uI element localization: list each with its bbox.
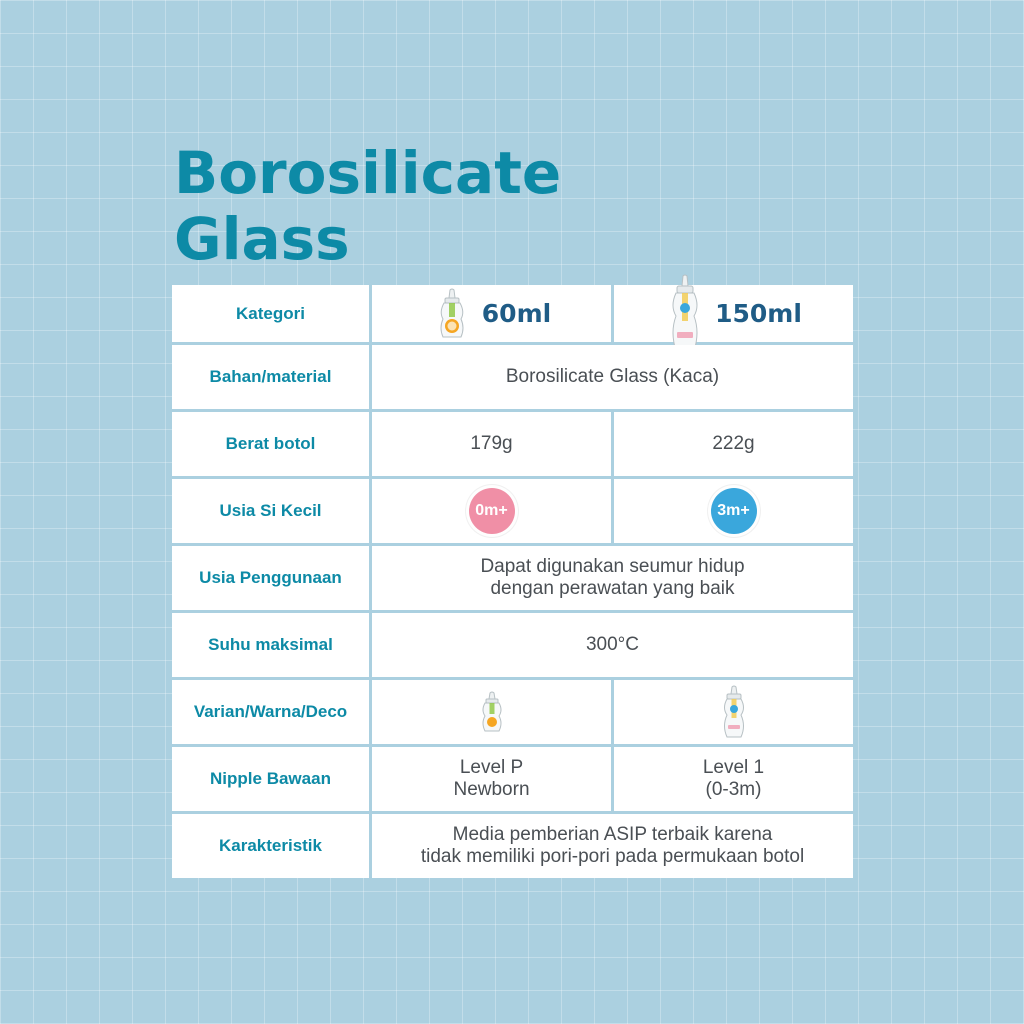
row-label-variant: Varian/Warna/Deco: [172, 680, 369, 744]
bottle-150ml-icon: [665, 274, 705, 354]
temp-value: 300°C: [372, 613, 853, 677]
age-150ml-cell: [614, 479, 853, 543]
size-60ml-label: 60ml: [481, 298, 552, 328]
page-title: [174, 140, 734, 272]
nipple-150ml: [614, 747, 853, 811]
nipple-60ml-line-1: Level P: [459, 757, 524, 778]
header-category-label: Kategori: [172, 285, 369, 342]
weight-60ml: 179g: [372, 412, 611, 476]
age-badge-0m: 0m+: [469, 488, 515, 534]
row-label-age: Usia Si Kecil: [172, 479, 369, 543]
row-label-character: Karakteristik: [172, 814, 369, 878]
row-label-temp: Suhu maksimal: [172, 613, 369, 677]
usage-value: [372, 546, 853, 610]
header-60ml: [372, 285, 611, 342]
row-label-usage: Usia Penggunaan: [172, 546, 369, 610]
row-label-weight: Berat botol: [172, 412, 369, 476]
usage-line-2: dengan perawatan yang baik: [490, 578, 735, 599]
title-line-2: Glass: [174, 205, 350, 273]
nipple-150ml-line-1: Level 1: [702, 757, 765, 778]
bottle-lion-icon: [477, 691, 507, 733]
age-badge-3m: 3m+: [711, 488, 757, 534]
age-60ml-cell: [372, 479, 611, 543]
nipple-60ml-line-2: Newborn: [453, 779, 530, 800]
character-line-2: tidak memiliki pori-pori pada permukaan botol: [420, 846, 805, 867]
header-150ml: [614, 285, 853, 342]
title-line-1: Borosilicate: [174, 139, 562, 207]
comparison-table: [172, 285, 853, 878]
variant-60ml-cell: [372, 680, 611, 744]
variant-150ml-cell: [614, 680, 853, 744]
row-label-material: Bahan/material: [172, 345, 369, 409]
material-value: Borosilicate Glass (Kaca): [372, 345, 853, 409]
size-150ml-label: 150ml: [715, 298, 802, 328]
weight-150ml: 222g: [614, 412, 853, 476]
character-value: [372, 814, 853, 878]
row-label-nipple: Nipple Bawaan: [172, 747, 369, 811]
character-line-1: Media pemberian ASIP terbaik karena: [452, 824, 773, 845]
bottle-elephant-icon: [719, 685, 749, 739]
bottle-60ml-icon: [432, 288, 472, 340]
usage-line-1: Dapat digunakan seumur hidup: [480, 556, 745, 577]
nipple-60ml: [372, 747, 611, 811]
nipple-150ml-line-2: (0-3m): [705, 779, 762, 800]
